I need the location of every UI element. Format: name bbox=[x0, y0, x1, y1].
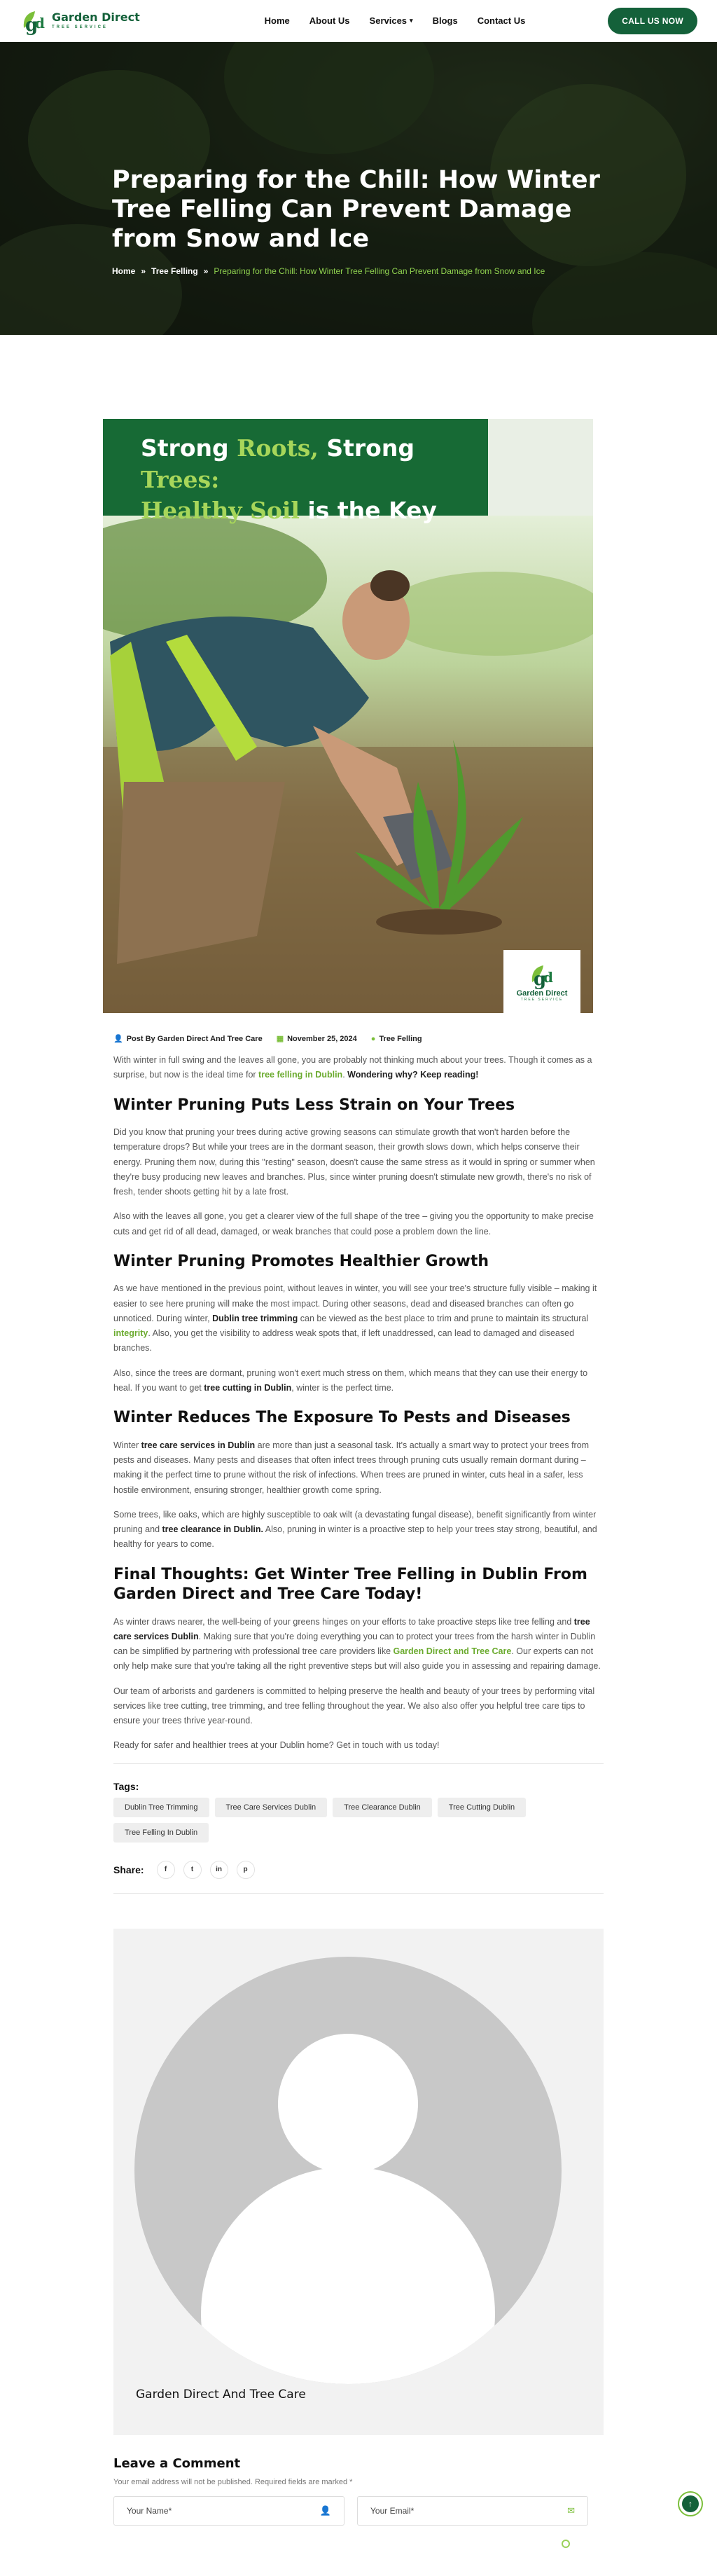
comment-note: Your email address will not be published. Required fields are marked * bbox=[113, 2477, 353, 2486]
badge-name: Garden Direct bbox=[516, 989, 568, 998]
nav-about[interactable]: About Us bbox=[309, 15, 350, 26]
call-us-button[interactable]: CALL US NOW bbox=[608, 8, 697, 34]
tag-item[interactable]: Tree Felling In Dublin bbox=[113, 1823, 209, 1843]
divider bbox=[113, 1763, 604, 1764]
author-box bbox=[113, 1929, 604, 2435]
loading-icon bbox=[562, 2540, 570, 2548]
email-field-placeholder: Your Email* bbox=[370, 2505, 415, 2516]
page-title: Preparing for the Chill: How Winter Tree Felling Can Prevent Damage from Snow and Ice bbox=[112, 166, 600, 253]
tag-item[interactable]: Tree Care Services Dublin bbox=[215, 1798, 328, 1817]
tag-item[interactable]: Tree Clearance Dublin bbox=[333, 1798, 432, 1817]
nav-services[interactable] bbox=[370, 15, 413, 26]
logo-name: Garden Direct bbox=[52, 11, 140, 24]
main-nav bbox=[265, 15, 526, 26]
comment-fields bbox=[113, 2496, 604, 2526]
breadcrumb bbox=[112, 266, 616, 276]
name-field[interactable] bbox=[113, 2496, 344, 2526]
svg-text:d: d bbox=[35, 14, 45, 32]
logo-subtitle: TREE SERVICE bbox=[52, 25, 108, 29]
nav-home[interactable]: Home bbox=[264, 15, 290, 26]
section-heading: Winter Pruning Puts Less Strain on Your Trees bbox=[113, 1096, 515, 1114]
nav-contact[interactable]: Contact Us bbox=[477, 15, 526, 26]
headline-word: Healthy Soil bbox=[141, 497, 300, 525]
post-author[interactable] bbox=[113, 1034, 263, 1043]
nav-services-label: Services bbox=[369, 15, 408, 26]
paragraph: As we have mentioned in the previous point, without leaves in winter, you will see your tree's structure fully visible – making it easier to see here pruning will make the most impact. During other seasons, dead and diseased branches can often go unnoticed. During winter, Dublin tree trimming can be viewed as the best place to trim and prune to maintain its structural integrity. Also, you get the visibility to address weak spots that, if left unaddressed, can lead to damaged and diseased branches. bbox=[113, 1283, 597, 1354]
svg-text:g: g bbox=[25, 14, 39, 35]
nav-blogs[interactable]: Blogs bbox=[432, 15, 458, 26]
twitter-icon[interactable]: t bbox=[183, 1861, 202, 1879]
section-heading: Final Thoughts: Get Winter Tree Felling in Dublin From Garden Direct and Tree Care Today! bbox=[113, 1565, 587, 1604]
tag-item[interactable]: Dublin Tree Trimming bbox=[113, 1798, 209, 1817]
link-integrity[interactable]: integrity bbox=[113, 1328, 148, 1339]
paragraph: Our team of arborists and gardeners is committed to helping preserve the health and beauty of your trees by performing vital services like tree cutting, tree trimming, and tree felling throughout the year. We also also offer you helpful tree care tips to ensure your trees thrive year-round. bbox=[113, 1686, 595, 1726]
name-field-placeholder: Your Name* bbox=[127, 2505, 172, 2516]
avatar-body bbox=[201, 2167, 495, 2384]
gardener-photo bbox=[103, 516, 593, 1013]
paragraph: As winter draws nearer, the well-being of your greens hinges on your efforts to take proactive steps like tree felling and tree care services Dublin. Making sure that you're doing everything you can to protect your trees from the harsh winter in Dublin can be simplified by partnering with professional tree care providers like Garden Direct and Tree Care. Our experts can not only help make sure that you're taking all the right preventive steps but will also guide you in assessing and repairing damage. bbox=[113, 1616, 601, 1672]
hero-banner bbox=[0, 42, 717, 335]
post-author-label: Post By Garden Direct And Tree Care bbox=[126, 1034, 263, 1043]
site-header bbox=[0, 0, 717, 42]
paragraph: Also, since the trees are dormant, pruning won't exert much stress on them, which means that they can use their energy to heal. If you want to get tree cutting in Dublin, winter is the perfect time. bbox=[113, 1368, 588, 1393]
paragraph: With winter in full swing and the leaves all gone, you are probably not thinking much about your trees. Though it comes as a surprise, but now is the ideal time for tree felling in Dublin. Wondering why? Keep reading! bbox=[113, 1055, 592, 1080]
tag-item[interactable]: Tree Cutting Dublin bbox=[438, 1798, 526, 1817]
post-category[interactable] bbox=[371, 1034, 422, 1043]
author-name: Garden Direct And Tree Care bbox=[136, 2387, 306, 2402]
share-bar bbox=[113, 1861, 604, 1879]
tags-label: Tags: bbox=[113, 1780, 139, 1792]
paragraph: Winter tree care services in Dublin are more than just a seasonal task. It's actually a smart way to protect your trees from pests and diseases. Many pests and diseases that often infect trees through pruning cuts usually remain dormant during – making it the perfect time to prune without the risk of infections. When trees are pruned in winter, cuts heal in a safer, less hostile environment, ensuring stronger, healthier growth come spring. bbox=[113, 1440, 590, 1495]
headline-word: is the Key bbox=[299, 497, 437, 525]
section-heading: Winter Reduces The Exposure To Pests and Diseases bbox=[113, 1409, 571, 1427]
link-tree-felling[interactable]: tree felling in Dublin bbox=[258, 1070, 343, 1080]
breadcrumb-category[interactable]: Tree Felling bbox=[151, 266, 198, 276]
featured-image-headline bbox=[103, 419, 488, 525]
comment-form bbox=[113, 2435, 604, 2576]
paragraph: Ready for safer and healthier trees at your Dublin home? Get in touch with us today! bbox=[113, 1740, 440, 1751]
section-heading: Winter Pruning Promotes Healthier Growth bbox=[113, 1252, 489, 1270]
post-date bbox=[277, 1034, 357, 1043]
post-meta bbox=[113, 1034, 604, 1043]
logo-leaf-icon bbox=[528, 961, 556, 989]
svg-text:d: d bbox=[543, 969, 553, 986]
pinterest-icon[interactable]: p bbox=[237, 1861, 255, 1879]
tag-icon: ● bbox=[370, 1034, 376, 1043]
badge-subtitle: TREE SERVICE bbox=[520, 998, 564, 1002]
linkedin-icon[interactable]: in bbox=[210, 1861, 228, 1879]
featured-image bbox=[103, 419, 593, 1013]
arrow-up-icon: ↑ bbox=[682, 2495, 699, 2512]
hero-content bbox=[112, 165, 616, 276]
user-icon: 👤 bbox=[319, 2505, 331, 2516]
share-label: Share: bbox=[113, 1864, 144, 1875]
double-chevron-icon: » bbox=[203, 266, 209, 276]
comment-title: Leave a Comment bbox=[113, 2456, 241, 2471]
email-field[interactable] bbox=[357, 2496, 588, 2526]
tag-list bbox=[113, 1798, 562, 1843]
paragraph: Did you know that pruning your trees during active growing seasons can stimulate growth that won't harden before the temperature drops? But while your trees are in the dormant season, their growth slows down, which helps conserve their energy. Pruning them now, during this "resting" season, doesn't cause the same stress as it would in spring or summer when they're busy producing new leaves and branches. Plus, since winter pruning doesn't stimulate new growth, there's no risk of fresh, tender shoots getting hit by a late frost. bbox=[113, 1127, 595, 1197]
envelope-icon: ✉ bbox=[567, 2505, 575, 2516]
scroll-to-top-button[interactable] bbox=[678, 2491, 703, 2516]
paragraph: Some trees, like oaks, which are highly susceptible to oak wilt (a devastating fungal disease), benefit significantly from winter pruning and tree clearance in Dublin. Also, pruning in winter is a proactive step to help your trees stay strong, beautiful, and healthy for years to come. bbox=[113, 1509, 597, 1550]
user-icon: 👤 bbox=[113, 1035, 123, 1043]
divider bbox=[113, 1893, 604, 1894]
headline-word: Roots, bbox=[237, 434, 319, 462]
avatar-head bbox=[278, 2034, 418, 2174]
featured-image-logo bbox=[503, 950, 580, 1013]
headline-word: Strong bbox=[141, 434, 237, 462]
headline-word: Trees: bbox=[141, 465, 220, 493]
avatar bbox=[134, 1957, 562, 2384]
logo[interactable] bbox=[20, 7, 140, 35]
headline-word: Strong bbox=[318, 434, 415, 462]
facebook-icon[interactable]: f bbox=[157, 1861, 175, 1879]
svg-text:g: g bbox=[534, 969, 547, 989]
breadcrumb-home[interactable]: Home bbox=[112, 266, 136, 276]
logo-leaf-icon bbox=[20, 7, 48, 35]
calendar-icon: ▦ bbox=[276, 1035, 284, 1043]
post-category-label: Tree Felling bbox=[379, 1034, 422, 1043]
post-date-label: November 25, 2024 bbox=[287, 1034, 357, 1043]
article bbox=[113, 335, 604, 2576]
paragraph: Also with the leaves all gone, you get a clearer view of the full shape of the tree – giving you the opportunity to make precise cuts and get rid of all dead, damaged, or weak branches that could pose a problem down the line. bbox=[113, 1211, 594, 1237]
chevron-down-icon: ▾ bbox=[410, 17, 413, 24]
link-garden-direct[interactable]: Garden Direct and Tree Care bbox=[393, 1646, 512, 1657]
double-chevron-icon: » bbox=[141, 266, 146, 276]
breadcrumb-current: Preparing for the Chill: How Winter Tree Felling Can Prevent Damage from Snow and Ice bbox=[214, 266, 545, 276]
